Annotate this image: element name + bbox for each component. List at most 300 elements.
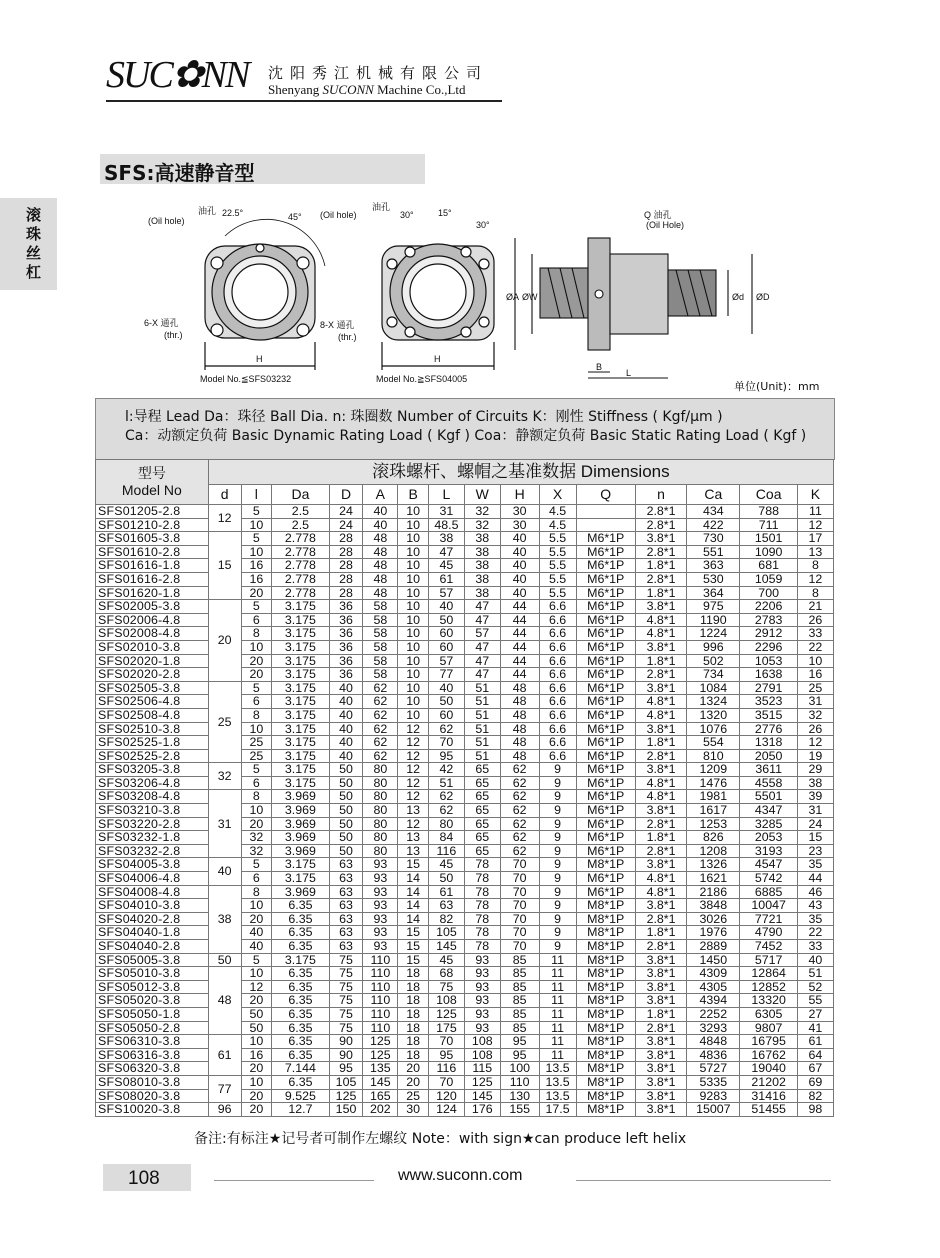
cell-w: 51: [464, 722, 500, 736]
cell-a: 40: [363, 505, 398, 519]
company-name-cn: 沈阳秀江机械有限公司: [268, 64, 489, 82]
table-row: [96, 1075, 834, 1089]
cell-a: 125: [363, 1035, 398, 1049]
cell-l: 42: [428, 763, 464, 777]
diameter-cell: 31: [208, 790, 241, 858]
cell-l: 12: [241, 980, 272, 994]
table-row: [96, 844, 834, 858]
cell-ca: 15007: [687, 1103, 740, 1117]
cell-h: 40: [500, 545, 539, 559]
cell-q: M8*1P: [576, 912, 635, 926]
table-row: [96, 831, 834, 845]
cell-l: 5: [241, 953, 272, 967]
cell-b: 12: [398, 749, 429, 763]
cell-da: 6.35: [272, 926, 329, 940]
cell-d: 50: [329, 763, 363, 777]
cell-l: 75: [428, 980, 464, 994]
cell-da: 2.778: [272, 586, 329, 600]
cell-h: 70: [500, 872, 539, 886]
cell-l: 16: [241, 572, 272, 586]
cell-l: 25: [241, 736, 272, 750]
model-cell: SFS06310-3.8: [96, 1035, 209, 1049]
cell-ca: 1326: [687, 858, 740, 872]
cell-x: 6.6: [539, 708, 576, 722]
cell-a: 62: [363, 749, 398, 763]
cell-ca: 1209: [687, 763, 740, 777]
thru-label-2: (thr.): [338, 332, 357, 342]
cell-da: 2.778: [272, 545, 329, 559]
footnote: 备注:有标注★记号者可制作左螺纹 Note：with sign★can produce left helix: [194, 1131, 687, 1147]
cell-h: 44: [500, 600, 539, 614]
cell-k: 38: [797, 776, 833, 790]
cell-h: 44: [500, 640, 539, 654]
cell-w: 108: [464, 1035, 500, 1049]
cell-q: M8*1P: [576, 980, 635, 994]
table-row: [96, 1021, 834, 1035]
cell-l: 57: [428, 654, 464, 668]
model-cell: SFS04005-3.8: [96, 858, 209, 872]
angle-label-30b: 30°: [476, 220, 490, 230]
model-cell: SFS03208-4.8: [96, 790, 209, 804]
model-header-cn: 型号: [137, 465, 166, 481]
cell-l: 10: [241, 722, 272, 736]
cell-d: 36: [329, 600, 363, 614]
model-cell: SFS08010-3.8: [96, 1075, 209, 1089]
cell-b: 10: [398, 681, 429, 695]
cell-q: M6*1P: [576, 613, 635, 627]
cell-n: 1.8*1: [635, 1007, 686, 1021]
cell-l: 10: [241, 545, 272, 559]
cell-l: 84: [428, 831, 464, 845]
cell-l: 16: [241, 1048, 272, 1062]
table-row: [96, 940, 834, 954]
model-cell: SFS02525-1.8: [96, 736, 209, 750]
model-cell: SFS06316-3.8: [96, 1048, 209, 1062]
cell-l: 25: [241, 749, 272, 763]
cell-q: M6*1P: [576, 763, 635, 777]
cell-w: 32: [464, 518, 500, 532]
cell-l: 40: [241, 940, 272, 954]
table-row: [96, 613, 834, 627]
cell-l: 10: [241, 640, 272, 654]
cell-x: 6.6: [539, 681, 576, 695]
cell-h: 40: [500, 532, 539, 546]
model-cell: SFS02506-4.8: [96, 695, 209, 709]
cell-l: 5: [241, 532, 272, 546]
diameter-cell: 50: [208, 953, 241, 967]
cell-l: 70: [428, 1035, 464, 1049]
cell-ca: 5335: [687, 1075, 740, 1089]
cell-h: 70: [500, 940, 539, 954]
cell-k: 29: [797, 763, 833, 777]
cell-coa: 10047: [740, 899, 797, 913]
column-header-l: L: [428, 485, 464, 505]
cell-d: 36: [329, 640, 363, 654]
model-note-1: Model No.≦SFS03232: [200, 374, 292, 384]
cell-a: 80: [363, 790, 398, 804]
diameter-cell: 96: [208, 1103, 241, 1117]
cell-l: 50: [428, 872, 464, 886]
cell-ca: 1190: [687, 613, 740, 627]
cell-x: 6.6: [539, 613, 576, 627]
cell-w: 93: [464, 967, 500, 981]
cell-x: 6.6: [539, 654, 576, 668]
angle-label-22-5: 22.5°: [222, 208, 244, 218]
cell-w: 38: [464, 532, 500, 546]
cell-h: 62: [500, 776, 539, 790]
cell-d: 28: [329, 559, 363, 573]
cell-k: 43: [797, 899, 833, 913]
table-row: [96, 926, 834, 940]
column-header-d: d: [208, 485, 241, 505]
cell-x: 11: [539, 994, 576, 1008]
cell-b: 20: [398, 1062, 429, 1076]
cell-h: 30: [500, 518, 539, 532]
table-row: [96, 600, 834, 614]
cell-d: 63: [329, 912, 363, 926]
table-row: [96, 817, 834, 831]
cell-da: 9.525: [272, 1089, 329, 1103]
table-row: [96, 722, 834, 736]
oil-hole-en-label-3: (Oil Hole): [646, 220, 685, 230]
cell-ca: 422: [687, 518, 740, 532]
cell-k: 21: [797, 600, 833, 614]
cell-ca: 2252: [687, 1007, 740, 1021]
cell-x: 6.6: [539, 695, 576, 709]
side-tab-label: 滚珠丝杠: [26, 206, 42, 281]
cell-a: 80: [363, 844, 398, 858]
cell-q: M8*1P: [576, 953, 635, 967]
cell-ca: 4848: [687, 1035, 740, 1049]
cell-q: M8*1P: [576, 858, 635, 872]
cell-q: [576, 505, 635, 519]
cell-l: 145: [428, 940, 464, 954]
cell-l: 6: [241, 872, 272, 886]
cell-l: 5: [241, 505, 272, 519]
cell-ca: 810: [687, 749, 740, 763]
model-cell: SFS02525-2.8: [96, 749, 209, 763]
cell-d: 28: [329, 586, 363, 600]
cell-coa: 3193: [740, 844, 797, 858]
cell-d: 63: [329, 899, 363, 913]
cell-q: M8*1P: [576, 994, 635, 1008]
model-cell: SFS05020-3.8: [96, 994, 209, 1008]
model-cell: SFS05010-3.8: [96, 967, 209, 981]
cell-da: 3.175: [272, 736, 329, 750]
cell-x: 17.5: [539, 1103, 576, 1117]
cell-n: 2.8*1: [635, 940, 686, 954]
cell-w: 145: [464, 1089, 500, 1103]
model-cell: SFS08020-3.8: [96, 1089, 209, 1103]
cell-k: 39: [797, 790, 833, 804]
cell-h: 62: [500, 804, 539, 818]
cell-coa: 5742: [740, 872, 797, 886]
cell-a: 93: [363, 940, 398, 954]
cell-n: 3.8*1: [635, 640, 686, 654]
cell-coa: 2776: [740, 722, 797, 736]
cell-k: 31: [797, 695, 833, 709]
cell-x: 9: [539, 804, 576, 818]
table-row: [96, 967, 834, 981]
cell-n: 1.8*1: [635, 736, 686, 750]
model-cell: SFS03232-2.8: [96, 844, 209, 858]
cell-x: 13.5: [539, 1062, 576, 1076]
cell-q: M6*1P: [576, 559, 635, 573]
cell-n: 4.8*1: [635, 790, 686, 804]
cell-x: 5.5: [539, 532, 576, 546]
table-row: [96, 640, 834, 654]
cell-w: 38: [464, 559, 500, 573]
cell-l: 95: [428, 1048, 464, 1062]
cell-da: 3.175: [272, 708, 329, 722]
cell-da: 6.35: [272, 1075, 329, 1089]
cell-x: 6.6: [539, 640, 576, 654]
cell-q: M6*1P: [576, 749, 635, 763]
cell-l: 6: [241, 776, 272, 790]
cell-da: 3.175: [272, 776, 329, 790]
model-cell: SFS05005-3.8: [96, 953, 209, 967]
cell-n: 2.8*1: [635, 572, 686, 586]
cell-da: 6.35: [272, 1021, 329, 1035]
cell-h: 85: [500, 994, 539, 1008]
cell-b: 15: [398, 858, 429, 872]
cell-h: 62: [500, 763, 539, 777]
cell-l: 8: [241, 708, 272, 722]
cell-d: 24: [329, 505, 363, 519]
model-cell: SFS02020-1.8: [96, 654, 209, 668]
cell-ca: 3026: [687, 912, 740, 926]
cell-w: 47: [464, 640, 500, 654]
cell-n: 2.8*1: [635, 844, 686, 858]
model-cell: SFS05012-3.8: [96, 980, 209, 994]
cell-b: 10: [398, 654, 429, 668]
cell-b: 12: [398, 763, 429, 777]
flange-drawing-6-holes: [205, 219, 325, 370]
cell-n: 3.8*1: [635, 532, 686, 546]
diameter-cell: 77: [208, 1075, 241, 1102]
cell-k: 17: [797, 532, 833, 546]
phi-a-label: ØA: [506, 292, 520, 302]
angle-label-15: 15°: [438, 208, 452, 218]
cell-q: M8*1P: [576, 940, 635, 954]
cell-w: 47: [464, 654, 500, 668]
cell-h: 110: [500, 1075, 539, 1089]
phi-d-large-label: ØD: [756, 292, 770, 302]
cell-q: M6*1P: [576, 586, 635, 600]
cell-l: 116: [428, 1062, 464, 1076]
cell-coa: 4790: [740, 926, 797, 940]
cell-k: 13: [797, 545, 833, 559]
column-header-w: W: [464, 485, 500, 505]
oil-hole-en-label-2: (Oil hole): [320, 210, 357, 220]
cell-l: 38: [428, 532, 464, 546]
cell-l: 20: [241, 994, 272, 1008]
cell-coa: 1059: [740, 572, 797, 586]
cell-ca: 1320: [687, 708, 740, 722]
cell-n: 3.8*1: [635, 967, 686, 981]
model-cell: SFS02006-4.8: [96, 613, 209, 627]
cell-a: 62: [363, 708, 398, 722]
cell-w: 93: [464, 1021, 500, 1035]
cell-da: 2.778: [272, 559, 329, 573]
cell-k: 98: [797, 1103, 833, 1117]
cell-k: 51: [797, 967, 833, 981]
cell-h: 44: [500, 613, 539, 627]
cell-k: 35: [797, 912, 833, 926]
cell-l: 20: [241, 586, 272, 600]
cell-l: 6: [241, 695, 272, 709]
cell-l: 20: [241, 668, 272, 682]
cell-a: 110: [363, 1007, 398, 1021]
model-cell: SFS03220-2.8: [96, 817, 209, 831]
cell-k: 41: [797, 1021, 833, 1035]
cell-n: 2.8*1: [635, 1021, 686, 1035]
cell-ca: 9283: [687, 1089, 740, 1103]
cell-x: 6.6: [539, 722, 576, 736]
website-link[interactable]: www.suconn.com: [398, 1167, 523, 1184]
cell-q: M8*1P: [576, 1007, 635, 1021]
cell-b: 14: [398, 912, 429, 926]
cell-l: 10: [241, 1075, 272, 1089]
cell-l: 57: [428, 586, 464, 600]
cell-coa: 788: [740, 505, 797, 519]
diameter-cell: 40: [208, 858, 241, 885]
cell-d: 90: [329, 1048, 363, 1062]
cell-l: 32: [241, 844, 272, 858]
cell-n: 3.8*1: [635, 681, 686, 695]
model-cell: SFS04008-4.8: [96, 885, 209, 899]
cell-a: 93: [363, 912, 398, 926]
cell-da: 6.35: [272, 1035, 329, 1049]
cell-a: 202: [363, 1103, 398, 1117]
cell-n: 2.8*1: [635, 518, 686, 532]
cell-l: 60: [428, 708, 464, 722]
cell-l: 120: [428, 1089, 464, 1103]
table-row: [96, 1103, 834, 1117]
cell-l: 45: [428, 858, 464, 872]
cell-coa: 2053: [740, 831, 797, 845]
cell-coa: 681: [740, 559, 797, 573]
cell-x: 11: [539, 1007, 576, 1021]
h-label-2: H: [434, 354, 441, 364]
model-cell: SFS02510-3.8: [96, 722, 209, 736]
footer-rule-right: [576, 1180, 831, 1181]
cell-coa: 2206: [740, 600, 797, 614]
cell-h: 44: [500, 668, 539, 682]
cell-n: 3.8*1: [635, 1035, 686, 1049]
table-row: [96, 681, 834, 695]
cell-h: 85: [500, 967, 539, 981]
cell-l: 62: [428, 790, 464, 804]
model-cell: SFS01620-1.8: [96, 586, 209, 600]
cell-h: 48: [500, 722, 539, 736]
cell-n: 2.8*1: [635, 668, 686, 682]
cell-b: 18: [398, 967, 429, 981]
cell-w: 78: [464, 872, 500, 886]
cell-b: 14: [398, 885, 429, 899]
model-cell: SFS02008-4.8: [96, 627, 209, 641]
cell-da: 3.175: [272, 953, 329, 967]
cell-l: 10: [241, 967, 272, 981]
model-cell: SFS04020-2.8: [96, 912, 209, 926]
cell-k: 82: [797, 1089, 833, 1103]
cell-b: 10: [398, 518, 429, 532]
cell-w: 78: [464, 885, 500, 899]
cell-a: 58: [363, 668, 398, 682]
cell-x: 6.6: [539, 749, 576, 763]
cell-n: 3.8*1: [635, 1062, 686, 1076]
cell-h: 40: [500, 572, 539, 586]
cell-da: 7.144: [272, 1062, 329, 1076]
cell-d: 63: [329, 872, 363, 886]
cell-l: 40: [428, 681, 464, 695]
model-cell: SFS05050-1.8: [96, 1007, 209, 1021]
table-row: [96, 545, 834, 559]
cell-l: 10: [241, 518, 272, 532]
cell-n: 2.8*1: [635, 545, 686, 559]
cell-b: 12: [398, 722, 429, 736]
cell-b: 12: [398, 736, 429, 750]
cell-ca: 1253: [687, 817, 740, 831]
cell-h: 70: [500, 858, 539, 872]
model-cell: SFS04006-4.8: [96, 872, 209, 886]
cell-d: 36: [329, 654, 363, 668]
cell-d: 28: [329, 545, 363, 559]
cell-q: M6*1P: [576, 668, 635, 682]
cell-h: 85: [500, 953, 539, 967]
cell-ca: 434: [687, 505, 740, 519]
header-rule: [106, 100, 502, 102]
cell-n: 1.8*1: [635, 926, 686, 940]
cell-h: 70: [500, 885, 539, 899]
cell-n: 2.8*1: [635, 817, 686, 831]
cell-q: M6*1P: [576, 600, 635, 614]
cell-k: 55: [797, 994, 833, 1008]
cell-x: 11: [539, 967, 576, 981]
phi-w-label: ØW: [522, 292, 538, 302]
cell-a: 93: [363, 885, 398, 899]
model-cell: SFS02508-4.8: [96, 708, 209, 722]
cell-coa: 6305: [740, 1007, 797, 1021]
column-header-k: K: [797, 485, 833, 505]
model-cell: SFS01210-2.8: [96, 518, 209, 532]
cell-ca: 3293: [687, 1021, 740, 1035]
cell-a: 80: [363, 763, 398, 777]
cell-w: 93: [464, 994, 500, 1008]
cell-coa: 2050: [740, 749, 797, 763]
cell-l: 8: [241, 790, 272, 804]
cell-l: 175: [428, 1021, 464, 1035]
cell-ca: 730: [687, 532, 740, 546]
cell-b: 10: [398, 545, 429, 559]
cell-w: 78: [464, 899, 500, 913]
cell-a: 93: [363, 899, 398, 913]
cell-x: 4.5: [539, 505, 576, 519]
oil-hole-en-label-1: (Oil hole): [148, 216, 185, 226]
cell-ca: 554: [687, 736, 740, 750]
model-cell: SFS02010-3.8: [96, 640, 209, 654]
cell-coa: 5717: [740, 953, 797, 967]
cell-l: 77: [428, 668, 464, 682]
cell-k: 15: [797, 831, 833, 845]
cell-ca: 2186: [687, 885, 740, 899]
cell-b: 12: [398, 776, 429, 790]
cell-l: 60: [428, 627, 464, 641]
cell-w: 38: [464, 586, 500, 600]
cell-coa: 1318: [740, 736, 797, 750]
cell-da: 12.7: [272, 1103, 329, 1117]
cell-l: 40: [241, 926, 272, 940]
